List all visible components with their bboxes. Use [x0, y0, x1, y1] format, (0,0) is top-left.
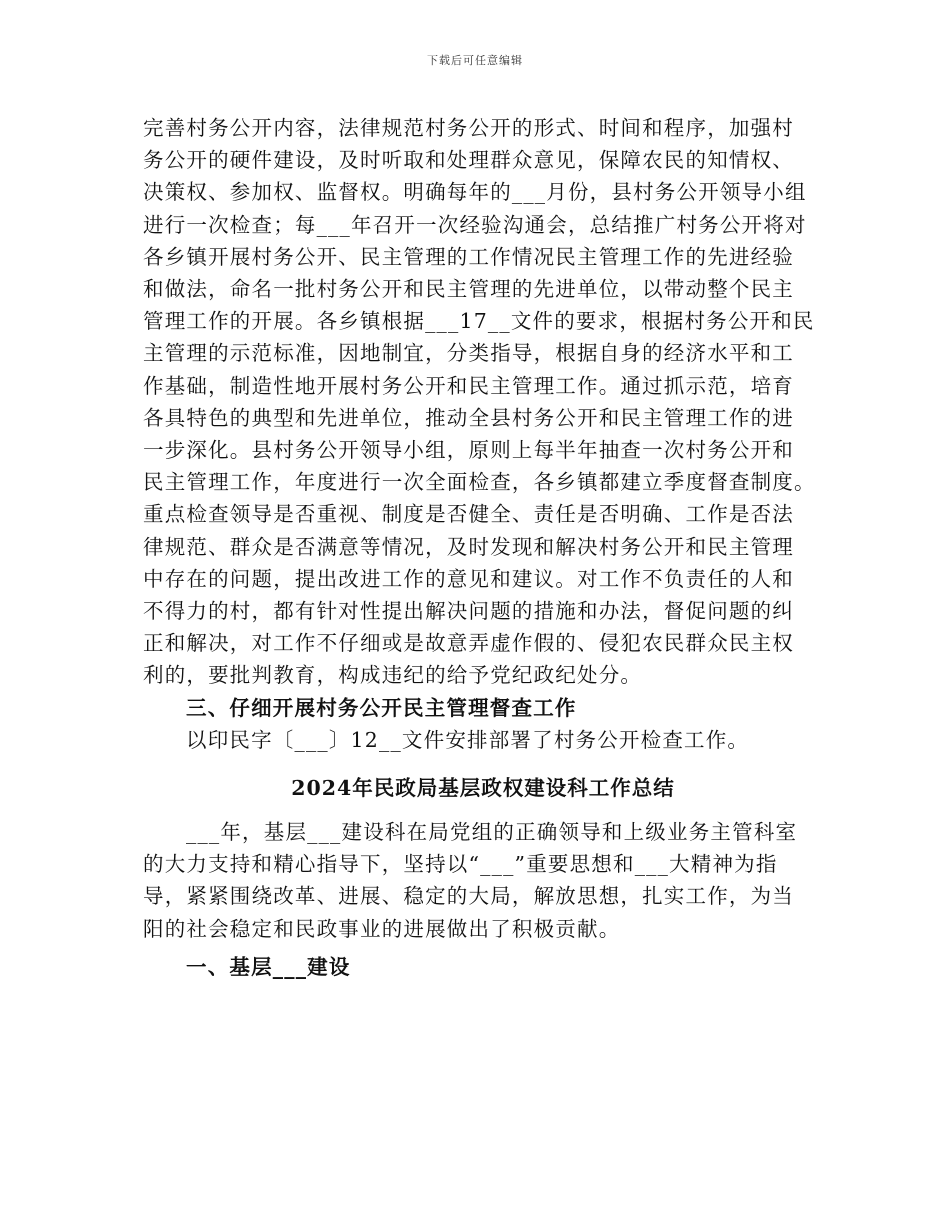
header-note: 下载后可任意编辑	[427, 54, 523, 67]
text-line: 各乡镇开展村务公开、民主管理的工作情况民主管理工作的先进经验	[143, 244, 794, 269]
section-heading-3: 三、仔细开展村务公开民主管理督查工作	[186, 695, 577, 720]
section-heading-1: 一、基层___建设	[186, 954, 351, 979]
text-line: 正和解决，对工作不仔细或是故意弄虚作假的、侵犯农民群众民主权	[143, 631, 794, 656]
text-line: 一步深化。县村务公开领导小组，原则上每半年抽查一次村务公开和	[143, 438, 794, 463]
text-line: 作基础，制造性地开展村务公开和民主管理工作。通过抓示范，培育	[143, 373, 794, 398]
text-line: 阳的社会稳定和民政事业的进展做出了积极贡献。	[143, 916, 621, 941]
paragraph-1	[143, 112, 823, 692]
text-line: 完善村务公开内容，法律规范村务公开的形式、时间和程序，加强村	[143, 116, 794, 140]
text-line: 民主管理工作，年度进行一次全面检查，各乡镇都建立季度督查制度。	[143, 470, 816, 495]
text-line: 进行一次检查；每___年召开一次经验沟通会，总结推广村务公开将对	[143, 212, 807, 237]
text-line: ___年，基层___建设科在局党组的正确领导和上级业务主管科室	[186, 820, 798, 845]
text-line: 各具特色的典型和先进单位，推动全县村务公开和民主管理工作的进	[143, 405, 794, 430]
text-line: 务公开的硬件建设，及时听取和处理群众意见，保障农民的知情权、	[143, 148, 794, 173]
text-line: 不得力的村，都有针对性提出解决问题的措施和办法，督促问题的纠	[143, 599, 794, 624]
text-line: 重点检查领导是否重视、制度是否健全、责任是否明确、工作是否法	[143, 502, 794, 527]
document-body	[143, 112, 823, 983]
text-line: 管理工作的开展。各乡镇根据___17__文件的要求，根据村务公开和民	[143, 309, 815, 334]
text-line: 主管理的示范标准，因地制宜，分类指导，根据自身的经济水平和工	[143, 341, 794, 366]
paragraph-2	[143, 816, 823, 945]
text-line: 导，紧紧围绕改革、进展、稳定的大局，解放思想，扎实工作，为当	[143, 884, 794, 909]
text-line: 中存在的问题，提出改进工作的意见和建议。对工作不负责任的人和	[143, 566, 794, 591]
document-title: 2024年民政局基层政权建设科工作总结	[291, 776, 675, 801]
text-line: 律规范、群众是否满意等情况，及时发现和解决村务公开和民主管理	[143, 534, 794, 559]
paragraph-3: 以印民字〔___〕12__文件安排部署了村务公开检查工作。	[186, 727, 750, 752]
text-line: 利的，要批判教育，构成违纪的给予党纪政纪处分。	[143, 663, 643, 688]
text-line: 决策权、参加权、监督权。明确每年的___月份，县村务公开领导小组	[143, 180, 807, 205]
text-line: 的大力支持和精心指导下，坚持以“___”重要思想和___大精神为指	[143, 852, 778, 877]
text-line: 和做法，命名一批村务公开和民主管理的先进单位，以带动整个民主	[143, 277, 794, 302]
